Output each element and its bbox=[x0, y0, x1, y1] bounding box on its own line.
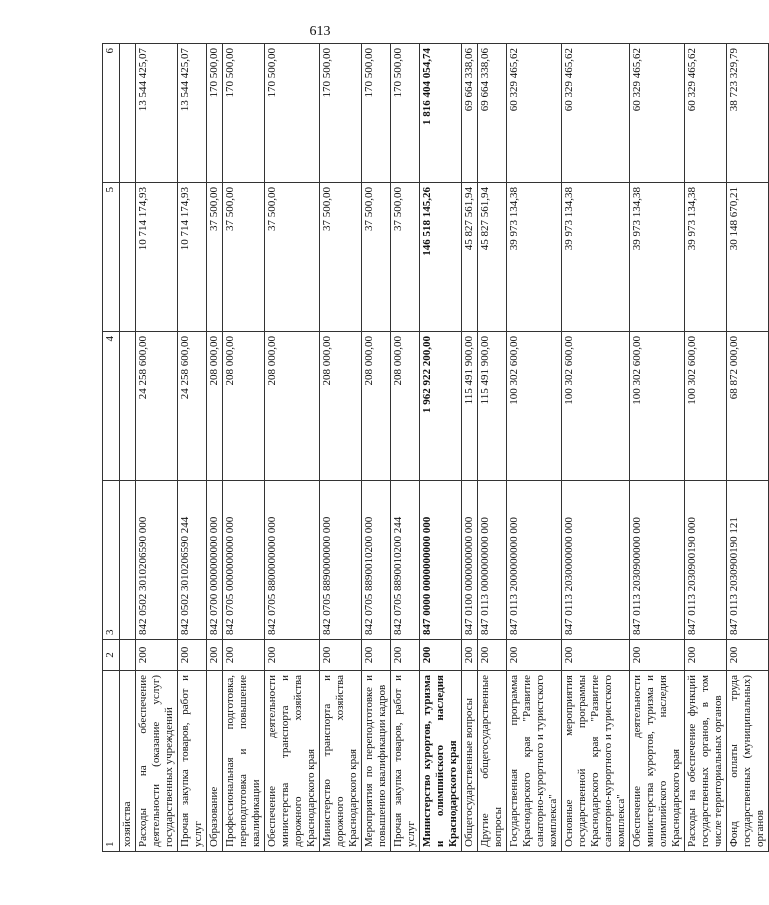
row-executed-cell: 37 500,00 bbox=[223, 183, 265, 332]
row-approved-cell: 100 302 600,00 bbox=[630, 332, 685, 481]
row-name-cell: Основные мероприятия государственной программы Краснодарского края "Развитие санаторно-курортного и туристского комплекса" bbox=[562, 671, 630, 852]
budget-table-sheet bbox=[102, 48, 769, 852]
row-code-cell: 200 bbox=[420, 640, 462, 671]
row-approved-cell: 208 000,00 bbox=[391, 332, 420, 481]
row-remaining-cell: 69 664 338,06 bbox=[478, 44, 507, 183]
row-executed-cell: 37 500,00 bbox=[320, 183, 362, 332]
row-name-cell: Государственная программа Краснодарского края "Развитие санаторно-курортного и туристского комплекса" bbox=[507, 671, 562, 852]
row-remaining-cell: 13 544 425,07 bbox=[136, 44, 178, 183]
row-executed-cell: 37 500,00 bbox=[207, 183, 223, 332]
row-remaining-cell: 60 329 465,62 bbox=[562, 44, 630, 183]
table-row bbox=[391, 44, 420, 852]
row-approved-cell: 1 962 922 200,00 bbox=[420, 332, 462, 481]
row-code-cell: 200 bbox=[507, 640, 562, 671]
row-remaining-cell: 170 500,00 bbox=[265, 44, 320, 183]
row-kbk-cell: 842 0705 0000000000 000 bbox=[223, 481, 265, 640]
row-approved-cell: 24 258 600,00 bbox=[178, 332, 207, 481]
row-name-cell: Обеспечение деятельности министерства курортов, туризма и олимпийского наследия Краснодарского края bbox=[630, 671, 685, 852]
row-code-cell: 200 bbox=[391, 640, 420, 671]
row-name-cell: Расходы на обеспечение деятельности (оказание услуг) государственных учреждений bbox=[136, 671, 178, 852]
row-name-cell: Прочая закупка товаров, работ и услуг bbox=[178, 671, 207, 852]
table-row bbox=[136, 44, 178, 852]
row-code-cell: 200 bbox=[178, 640, 207, 671]
row-kbk-cell: 842 0705 8890010200 000 bbox=[362, 481, 391, 640]
row-name-cell: Прочая закупка товаров, работ и услуг bbox=[391, 671, 420, 852]
table-row bbox=[420, 44, 462, 852]
row-approved-cell bbox=[120, 332, 136, 481]
row-executed-cell: 45 827 561,94 bbox=[462, 183, 478, 332]
row-code-cell: 200 bbox=[462, 640, 478, 671]
row-code-cell: 200 bbox=[207, 640, 223, 671]
row-approved-cell: 68 872 000,00 bbox=[727, 332, 769, 481]
row-executed-cell: 37 500,00 bbox=[362, 183, 391, 332]
table-row bbox=[120, 44, 136, 852]
row-approved-cell: 115 491 900,00 bbox=[462, 332, 478, 481]
table-row bbox=[562, 44, 630, 852]
row-code-cell: 200 bbox=[562, 640, 630, 671]
row-code-cell: 200 bbox=[265, 640, 320, 671]
table-row bbox=[178, 44, 207, 852]
row-kbk-cell: 847 0113 2030900000 000 bbox=[630, 481, 685, 640]
row-remaining-cell: 60 329 465,62 bbox=[685, 44, 727, 183]
table-row bbox=[207, 44, 223, 852]
row-kbk-cell: 847 0113 2030000000 000 bbox=[562, 481, 630, 640]
row-kbk-cell: 842 0705 8890000000 000 bbox=[320, 481, 362, 640]
budget-table bbox=[102, 43, 769, 852]
table-header-row bbox=[103, 44, 120, 852]
header-col-1: 1 bbox=[103, 671, 120, 852]
row-remaining-cell: 170 500,00 bbox=[223, 44, 265, 183]
row-remaining-cell: 170 500,00 bbox=[362, 44, 391, 183]
table-row bbox=[630, 44, 685, 852]
row-remaining-cell: 38 723 329,79 bbox=[727, 44, 769, 183]
row-remaining-cell: 170 500,00 bbox=[391, 44, 420, 183]
row-kbk-cell: 847 0113 2000000000 000 bbox=[507, 481, 562, 640]
row-executed-cell: 37 500,00 bbox=[391, 183, 420, 332]
row-name-cell: Мероприятия по переподготовке и повышению квалификации кадров bbox=[362, 671, 391, 852]
row-remaining-cell: 170 500,00 bbox=[320, 44, 362, 183]
header-col-5: 5 bbox=[103, 183, 120, 332]
row-remaining-cell: 13 544 425,07 bbox=[178, 44, 207, 183]
table-row bbox=[727, 44, 769, 852]
row-code-cell: 200 bbox=[223, 640, 265, 671]
row-code-cell: 200 bbox=[727, 640, 769, 671]
row-name-cell: Фонд оплаты труда государственных (муниципальных) органов bbox=[727, 671, 769, 852]
row-executed-cell: 10 714 174,93 bbox=[178, 183, 207, 332]
row-executed-cell: 39 973 134,38 bbox=[630, 183, 685, 332]
row-kbk-cell: 847 0100 0000000000 000 bbox=[462, 481, 478, 640]
row-executed-cell bbox=[120, 183, 136, 332]
table-row bbox=[478, 44, 507, 852]
row-code-cell: 200 bbox=[685, 640, 727, 671]
row-name-cell: хозяйства bbox=[120, 671, 136, 852]
row-kbk-cell: 842 0502 3010206590 000 bbox=[136, 481, 178, 640]
row-approved-cell: 208 000,00 bbox=[362, 332, 391, 481]
row-kbk-cell: 842 0705 8800000000 000 bbox=[265, 481, 320, 640]
row-approved-cell: 208 000,00 bbox=[223, 332, 265, 481]
row-kbk-cell: 847 0113 0000000000 000 bbox=[478, 481, 507, 640]
table-row bbox=[462, 44, 478, 852]
row-approved-cell: 208 000,00 bbox=[265, 332, 320, 481]
row-name-cell: Профессиональная подготовка, переподготовка и повышение квалификации bbox=[223, 671, 265, 852]
row-kbk-cell bbox=[120, 481, 136, 640]
row-approved-cell: 115 491 900,00 bbox=[478, 332, 507, 481]
table-row bbox=[362, 44, 391, 852]
row-code-cell bbox=[120, 640, 136, 671]
row-code-cell: 200 bbox=[630, 640, 685, 671]
table-body bbox=[120, 44, 769, 852]
row-remaining-cell: 60 329 465,62 bbox=[507, 44, 562, 183]
row-approved-cell: 24 258 600,00 bbox=[136, 332, 178, 481]
row-approved-cell: 100 302 600,00 bbox=[507, 332, 562, 481]
row-kbk-cell: 842 0700 0000000000 000 bbox=[207, 481, 223, 640]
row-executed-cell: 39 973 134,38 bbox=[562, 183, 630, 332]
header-col-6: 6 bbox=[103, 44, 120, 183]
row-remaining-cell: 69 664 338,06 bbox=[462, 44, 478, 183]
row-name-cell: Министерство курортов, туризма и олимпийского наследия Краснодарского края bbox=[420, 671, 462, 852]
row-name-cell: Расходы на обеспечение функций государственных органов, в том числе территориальных органов bbox=[685, 671, 727, 852]
row-executed-cell: 39 973 134,38 bbox=[685, 183, 727, 332]
row-code-cell: 200 bbox=[136, 640, 178, 671]
table-row bbox=[507, 44, 562, 852]
row-name-cell: Министерство транспорта и дорожного хозяйства Краснодарского края bbox=[320, 671, 362, 852]
row-executed-cell: 10 714 174,93 bbox=[136, 183, 178, 332]
table-row bbox=[223, 44, 265, 852]
header-col-2: 2 bbox=[103, 640, 120, 671]
table-row bbox=[320, 44, 362, 852]
row-remaining-cell bbox=[120, 44, 136, 183]
row-executed-cell: 39 973 134,38 bbox=[507, 183, 562, 332]
row-executed-cell: 37 500,00 bbox=[265, 183, 320, 332]
row-code-cell: 200 bbox=[478, 640, 507, 671]
header-col-4: 4 bbox=[103, 332, 120, 481]
row-kbk-cell: 847 0000 0000000000 000 bbox=[420, 481, 462, 640]
page-number: 613 bbox=[309, 24, 331, 39]
header-col-3: 3 bbox=[103, 481, 120, 640]
row-kbk-cell: 842 0502 3010206590 244 bbox=[178, 481, 207, 640]
row-approved-cell: 208 000,00 bbox=[320, 332, 362, 481]
row-name-cell: Образование bbox=[207, 671, 223, 852]
row-name-cell: Другие общегосударственные вопросы bbox=[478, 671, 507, 852]
row-remaining-cell: 170 500,00 bbox=[207, 44, 223, 183]
row-kbk-cell: 842 0705 8890010200 244 bbox=[391, 481, 420, 640]
row-remaining-cell: 60 329 465,62 bbox=[630, 44, 685, 183]
row-executed-cell: 146 518 145,26 bbox=[420, 183, 462, 332]
table-row bbox=[265, 44, 320, 852]
row-approved-cell: 100 302 600,00 bbox=[685, 332, 727, 481]
table-row bbox=[685, 44, 727, 852]
row-approved-cell: 100 302 600,00 bbox=[562, 332, 630, 481]
row-executed-cell: 45 827 561,94 bbox=[478, 183, 507, 332]
row-approved-cell: 208 000,00 bbox=[207, 332, 223, 481]
row-code-cell: 200 bbox=[362, 640, 391, 671]
row-name-cell: Обеспечение деятельности министерства транспорта и дорожного хозяйства Краснодарского края bbox=[265, 671, 320, 852]
row-kbk-cell: 847 0113 2030900190 121 bbox=[727, 481, 769, 640]
row-remaining-cell: 1 816 404 054,74 bbox=[420, 44, 462, 183]
row-code-cell: 200 bbox=[320, 640, 362, 671]
row-kbk-cell: 847 0113 2030900190 000 bbox=[685, 481, 727, 640]
row-name-cell: Общегосударственные вопросы bbox=[462, 671, 478, 852]
row-executed-cell: 30 148 670,21 bbox=[727, 183, 769, 332]
